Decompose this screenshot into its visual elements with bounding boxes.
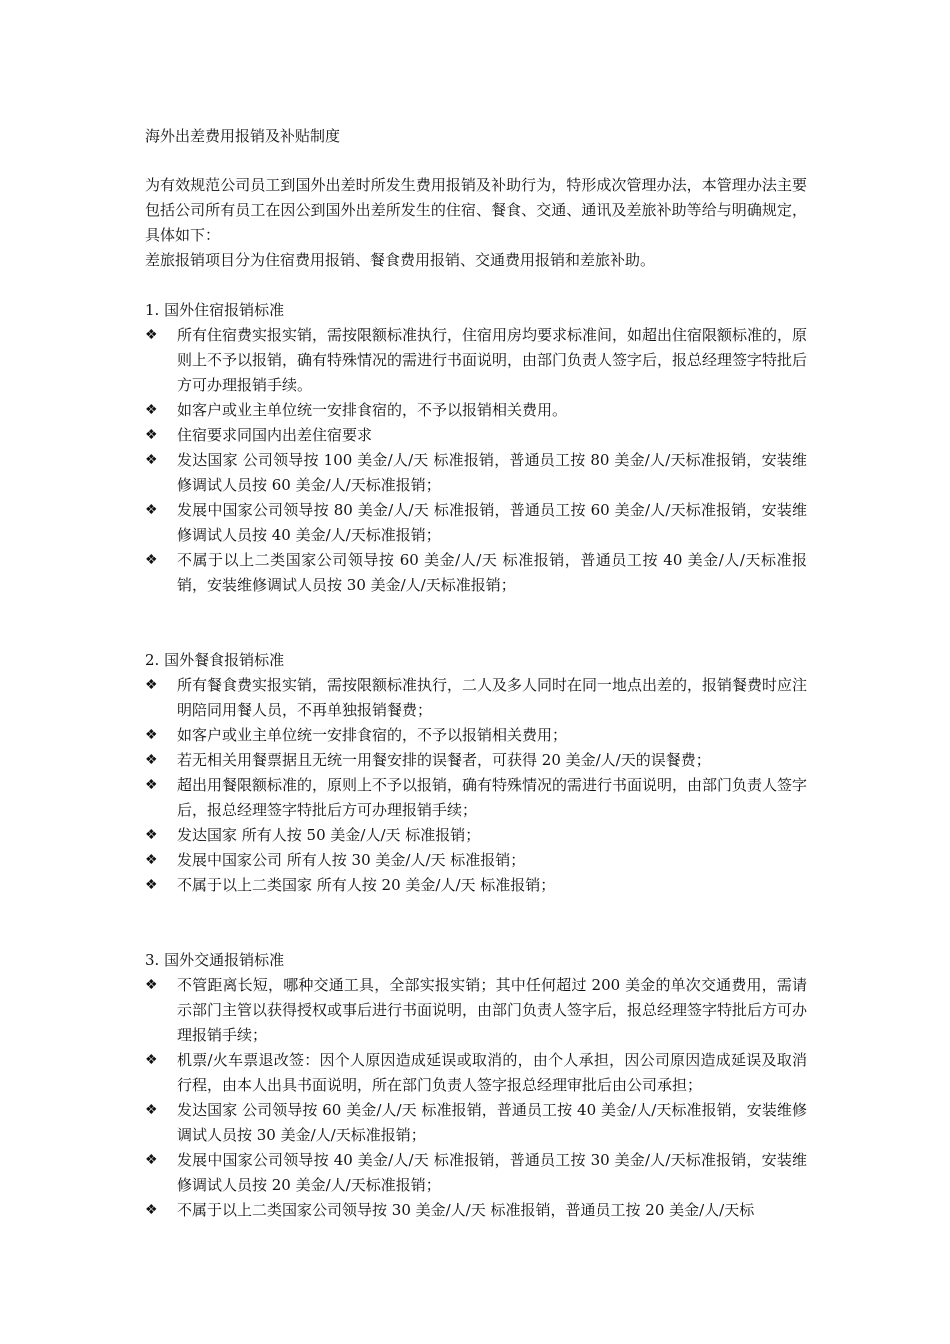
list-item <box>145 1148 807 1198</box>
list-item <box>145 1198 807 1223</box>
list-item <box>145 1098 807 1148</box>
bullet-list <box>145 973 807 1223</box>
list-item-text: 发展中国家公司 所有人按 30 美金/人/天 标准报销； <box>177 851 526 869</box>
section-lodging <box>145 298 807 598</box>
list-item <box>145 323 807 398</box>
document-title: 海外出差费用报销及补贴制度 <box>145 127 341 145</box>
section-meals <box>145 648 807 898</box>
diamond-bullet-icon: ❖ <box>145 1152 158 1168</box>
diamond-bullet-icon: ❖ <box>145 1052 158 1068</box>
list-item-text: 如客户或业主单位统一安排食宿的，不予以报销相关费用； <box>177 726 568 744</box>
list-item-text: 发展中国家公司领导按 80 美金/人/天 标准报销，普通员工按 60 美金/人/天标准报销，安装维修调试人员按 40 美金/人/天标准报销； <box>177 501 807 544</box>
list-item-text: 不属于以上二类国家公司领导按 30 美金/人/天 标准报销，普通员工按 20 美金/人/天标 <box>177 1201 755 1219</box>
document-body <box>145 124 807 1223</box>
list-item <box>145 723 807 748</box>
list-item-text: 发达国家 公司领导按 60 美金/人/天 标准报销，普通员工按 40 美金/人/天标准报销，安装维修调试人员按 30 美金/人/天标准报销； <box>177 1101 807 1144</box>
intro-summary: 差旅报销项目分为住宿费用报销、餐食费用报销、交通费用报销和差旅补助。 <box>145 251 656 269</box>
diamond-bullet-icon: ❖ <box>145 502 158 518</box>
diamond-bullet-icon: ❖ <box>145 1102 158 1118</box>
diamond-bullet-icon: ❖ <box>145 777 158 793</box>
list-item <box>145 548 807 598</box>
section-transport <box>145 948 807 1223</box>
list-item <box>145 1048 807 1098</box>
list-item <box>145 773 807 823</box>
list-item <box>145 848 807 873</box>
list-item <box>145 498 807 548</box>
diamond-bullet-icon: ❖ <box>145 752 158 768</box>
list-item <box>145 423 807 448</box>
list-item <box>145 823 807 848</box>
list-item-text: 若无相关用餐票据且无统一用餐安排的误餐者，可获得 20 美金/人/天的误餐费； <box>177 751 711 769</box>
list-item-text: 超出用餐限额标准的，原则上不予以报销，确有特殊情况的需进行书面说明，由部门负责人签字后，报总经理签字特批后方可办理报销手续； <box>177 776 808 819</box>
list-item-text: 所有住宿费实报实销，需按限额标准执行，住宿用房均要求标准间，如超出住宿限额标准的，原则上不予以报销，确有特殊情况的需进行书面说明，由部门负责人签字后，报总经理签字特批后方可办理报销手续。 <box>177 326 808 394</box>
diamond-bullet-icon: ❖ <box>145 1202 158 1218</box>
bullet-list <box>145 673 807 898</box>
bullet-list <box>145 323 807 598</box>
diamond-bullet-icon: ❖ <box>145 327 158 343</box>
list-item <box>145 748 807 773</box>
diamond-bullet-icon: ❖ <box>145 402 158 418</box>
list-item-text: 不属于以上二类国家 所有人按 20 美金/人/天 标准报销； <box>177 876 556 894</box>
list-item-text: 机票/火车票退改签：因个人原因造成延误或取消的，由个人承担，因公司原因造成延误及取消行程，由本人出具书面说明，所在部门负责人签字报总经理审批后由公司承担； <box>177 1051 807 1094</box>
list-item-text: 不管距离长短，哪种交通工具，全部实报实销；其中任何超过 200 美金的单次交通费用，需请示部门主管以获得授权或事后进行书面说明，由部门负责人签字后，报总经理签字特批后方可办理报销手续； <box>177 976 808 1044</box>
list-item-text: 住宿要求同国内出差住宿要求 <box>177 426 373 444</box>
list-item-text: 所有餐食费实报实销，需按限额标准执行，二人及多人同时在同一地点出差的，报销餐费时应注明陪同用餐人员，不再单独报销餐费； <box>177 676 808 719</box>
list-item-text: 如客户或业主单位统一安排食宿的，不予以报销相关费用。 <box>177 401 568 419</box>
diamond-bullet-icon: ❖ <box>145 852 158 868</box>
diamond-bullet-icon: ❖ <box>145 877 158 893</box>
diamond-bullet-icon: ❖ <box>145 827 158 843</box>
section-heading: 1. 国外住宿报销标准 <box>145 301 285 319</box>
list-item-text: 发展中国家公司领导按 40 美金/人/天 标准报销，普通员工按 30 美金/人/天标准报销，安装维修调试人员按 20 美金/人/天标准报销； <box>177 1151 807 1194</box>
diamond-bullet-icon: ❖ <box>145 452 158 468</box>
diamond-bullet-icon: ❖ <box>145 727 158 743</box>
section-heading: 2. 国外餐食报销标准 <box>145 651 285 669</box>
section-heading: 3. 国外交通报销标准 <box>145 951 285 969</box>
list-item <box>145 873 807 898</box>
list-item <box>145 673 807 723</box>
diamond-bullet-icon: ❖ <box>145 677 158 693</box>
list-item <box>145 973 807 1048</box>
intro-paragraph: 为有效规范公司员工到国外出差时所发生费用报销及补助行为，特形成次管理办法，本管理办法主要包括公司所有员工在因公到国外出差所发生的住宿、餐食、交通、通讯及差旅补助等给与明确规定，具体如下： <box>145 176 807 244</box>
list-item <box>145 448 807 498</box>
list-item-text: 发达国家 公司领导按 100 美金/人/天 标准报销，普通员工按 80 美金/人/天标准报销，安装维修调试人员按 60 美金/人/天标准报销； <box>177 451 807 494</box>
diamond-bullet-icon: ❖ <box>145 552 158 568</box>
list-item-text: 发达国家 所有人按 50 美金/人/天 标准报销； <box>177 826 481 844</box>
list-item <box>145 398 807 423</box>
list-item-text: 不属于以上二类国家公司领导按 60 美金/人/天 标准报销，普通员工按 40 美金/人/天标准报销，安装维修调试人员按 30 美金/人/天标准报销； <box>177 551 807 594</box>
diamond-bullet-icon: ❖ <box>145 977 158 993</box>
diamond-bullet-icon: ❖ <box>145 427 158 443</box>
